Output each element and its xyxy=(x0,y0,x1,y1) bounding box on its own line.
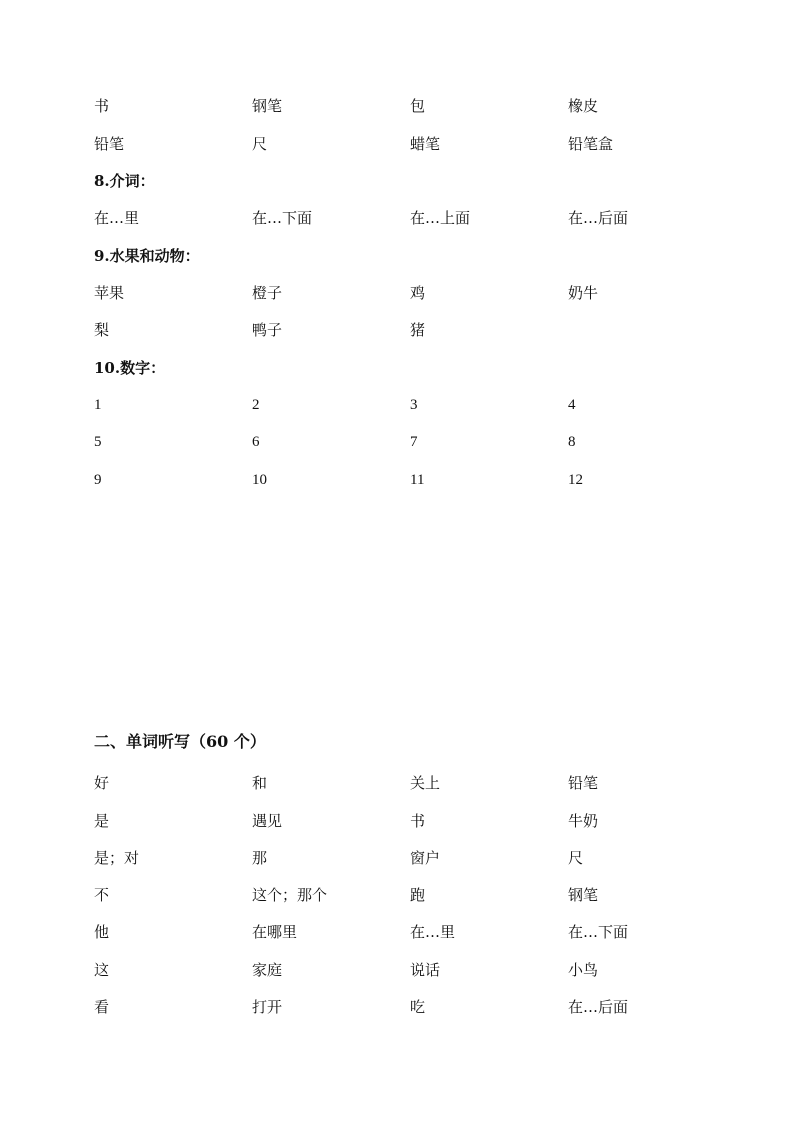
number-cell: 2 xyxy=(252,397,260,413)
word-cell: 在…上面 xyxy=(410,209,471,227)
section-heading-fruits-animals: 9.水果和动物： xyxy=(94,247,200,265)
word-cell: 铅笔 xyxy=(94,135,125,153)
word-cell: 关上 xyxy=(410,774,441,792)
word-cell: 尺 xyxy=(252,135,268,153)
word-cell: 是；对 xyxy=(94,849,140,867)
word-cell: 橡皮 xyxy=(568,97,599,115)
word-cell: 遇见 xyxy=(252,812,283,830)
word-cell: 鸡 xyxy=(410,284,426,302)
word-cell: 这 xyxy=(94,961,110,979)
word-cell: 是 xyxy=(94,812,110,830)
number-cell: 9 xyxy=(94,472,102,488)
word-cell: 打开 xyxy=(252,998,283,1016)
word-cell: 牛奶 xyxy=(568,812,599,830)
word-cell: 不 xyxy=(94,886,110,904)
number-cell: 1 xyxy=(94,397,102,413)
word-cell: 在…后面 xyxy=(568,998,629,1016)
number-cell: 11 xyxy=(410,472,425,488)
number-row xyxy=(94,393,734,417)
section-heading-numbers: 10.数字： xyxy=(94,359,166,377)
word-cell: 橙子 xyxy=(252,284,283,302)
word-cell: 看 xyxy=(94,998,110,1016)
word-cell: 蜡笔 xyxy=(410,135,441,153)
word-cell: 小鸟 xyxy=(568,961,599,979)
number-row xyxy=(94,468,734,492)
word-cell: 尺 xyxy=(568,849,584,867)
word-cell: 在…里 xyxy=(94,209,140,227)
word-cell: 钢笔 xyxy=(568,886,599,904)
word-row xyxy=(94,920,734,944)
word-row xyxy=(94,318,734,342)
word-cell: 窗户 xyxy=(410,849,441,867)
word-cell: 苹果 xyxy=(94,284,125,302)
word-cell: 书 xyxy=(410,812,426,830)
word-cell: 这个；那个 xyxy=(252,886,328,904)
word-cell: 奶牛 xyxy=(568,284,599,302)
word-cell: 好 xyxy=(94,774,110,792)
word-cell: 包 xyxy=(410,97,426,115)
number-cell: 7 xyxy=(410,434,418,450)
word-cell: 鸭子 xyxy=(252,321,283,339)
word-cell: 在…下面 xyxy=(252,209,313,227)
section-title-dictation: 二、单词听写（60 个） xyxy=(94,732,266,751)
word-cell: 在…后面 xyxy=(568,209,629,227)
word-cell: 在哪里 xyxy=(252,923,298,941)
word-cell: 和 xyxy=(252,774,268,792)
word-cell: 在…里 xyxy=(410,923,456,941)
word-cell: 跑 xyxy=(410,886,426,904)
word-cell: 猪 xyxy=(410,321,426,339)
number-cell: 6 xyxy=(252,434,260,450)
word-cell: 吃 xyxy=(410,998,426,1016)
word-row xyxy=(94,846,734,870)
word-row xyxy=(94,995,734,1019)
word-row xyxy=(94,132,734,156)
word-row xyxy=(94,771,734,795)
number-cell: 3 xyxy=(410,397,418,413)
number-cell: 8 xyxy=(568,434,576,450)
word-cell: 说话 xyxy=(410,961,441,979)
word-cell: 家庭 xyxy=(252,961,283,979)
number-cell: 4 xyxy=(568,397,576,413)
word-cell: 铅笔盒 xyxy=(568,135,614,153)
word-row xyxy=(94,958,734,982)
number-cell: 12 xyxy=(568,472,583,488)
number-cell: 5 xyxy=(94,434,102,450)
number-row xyxy=(94,430,734,454)
word-cell: 钢笔 xyxy=(252,97,283,115)
word-cell: 在…下面 xyxy=(568,923,629,941)
word-row xyxy=(94,883,734,907)
word-cell: 书 xyxy=(94,97,110,115)
word-cell: 梨 xyxy=(94,321,110,339)
word-row xyxy=(94,206,734,230)
word-cell: 那 xyxy=(252,849,268,867)
word-row xyxy=(94,94,734,118)
word-cell: 他 xyxy=(94,923,110,941)
word-row xyxy=(94,809,734,833)
number-cell: 10 xyxy=(252,472,267,488)
word-cell: 铅笔 xyxy=(568,774,599,792)
section-heading-prepositions: 8.介词： xyxy=(94,172,155,190)
word-row xyxy=(94,281,734,305)
